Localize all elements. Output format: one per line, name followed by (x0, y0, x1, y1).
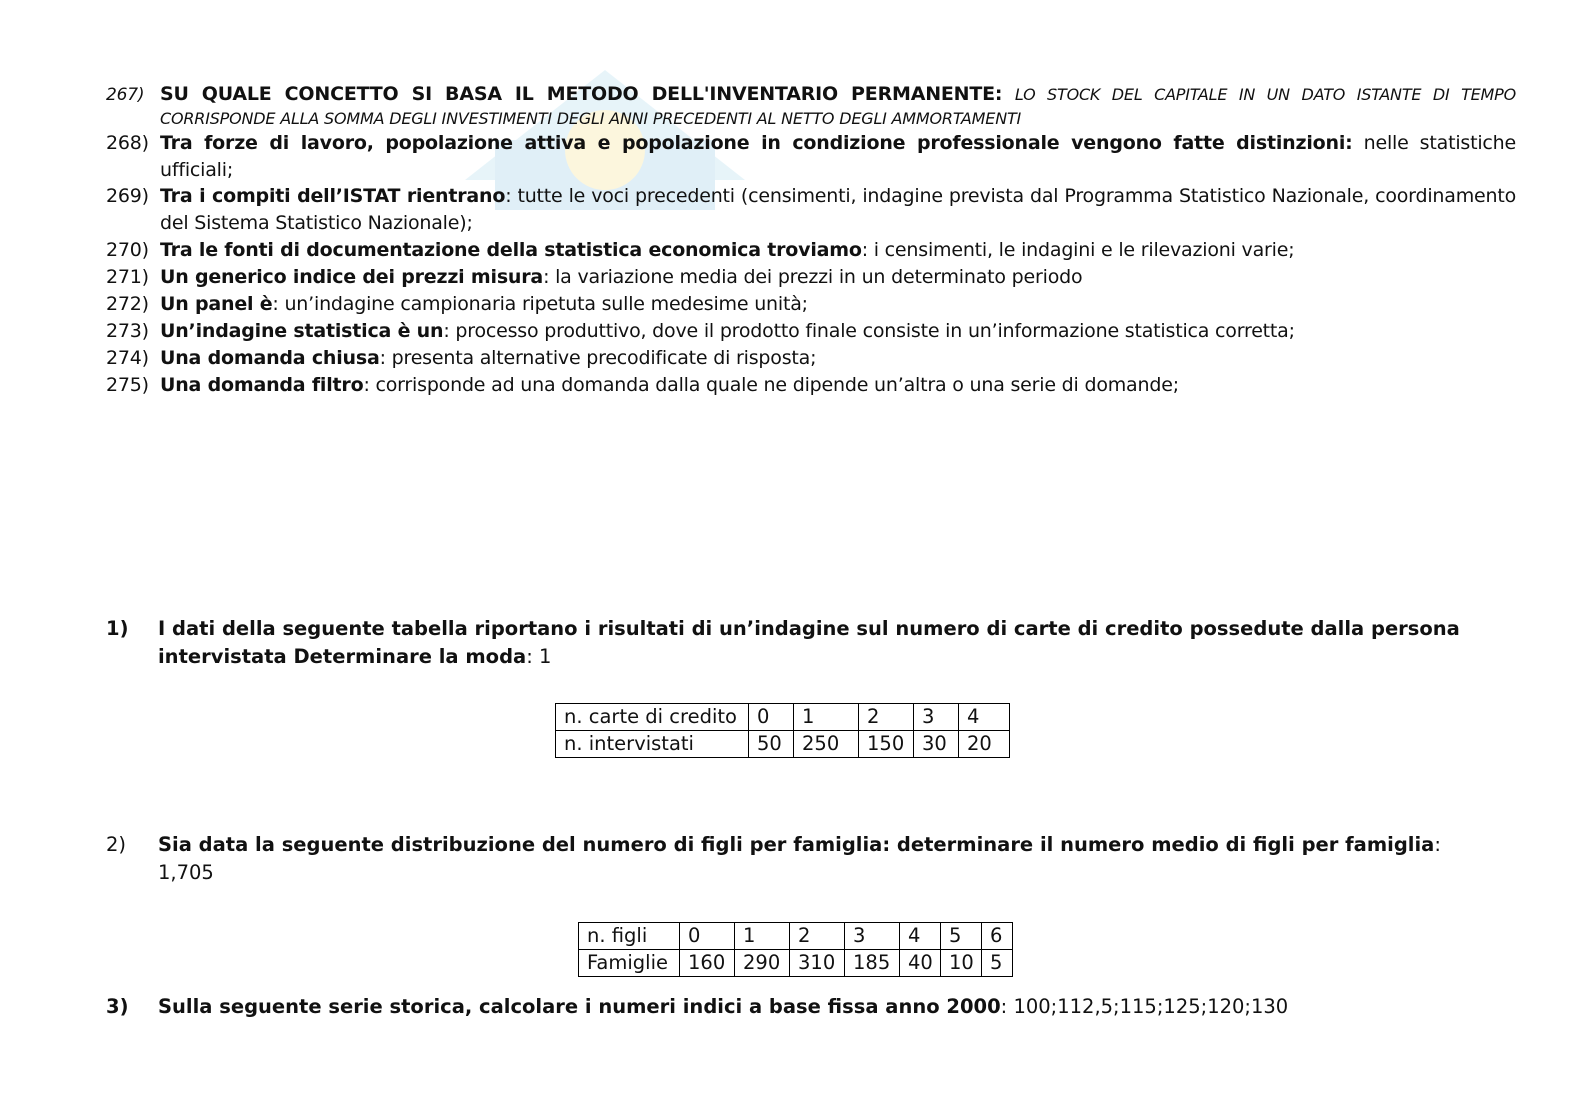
question-number: 267) (106, 85, 145, 105)
question-275 (106, 372, 1516, 399)
answer-text: : presenta alternative precodificate di risposta; (379, 347, 817, 369)
answer-text: : la variazione media dei prezzi in un determinato periodo (543, 266, 1083, 288)
table-cell: 4 (900, 923, 941, 950)
exercise-number: 2) (106, 833, 127, 856)
table-cell: 6 (982, 923, 1013, 950)
question-number: 272) (106, 293, 149, 315)
answer-text: : un’indagine campionaria ripetuta sulle medesime unità; (272, 293, 808, 315)
question-text: Una domanda filtro (160, 374, 364, 396)
table-cell: 250 (794, 731, 859, 758)
table-cell: 150 (859, 731, 914, 758)
table-cell: 40 (900, 950, 941, 977)
table-cell: 1 (794, 704, 859, 731)
exercise-3 (106, 993, 1516, 1021)
question-270 (106, 237, 1516, 264)
question-text: SU QUALE CONCETTO SI BASA IL METODO DELL'INVENTARIO PERMANENTE: (160, 83, 1003, 105)
table-cell: 50 (749, 731, 794, 758)
question-273 (106, 318, 1516, 345)
exercise-answer: : 1,705 (158, 833, 1441, 884)
question-text: Tra i compiti dell’ISTAT rientrano (160, 185, 506, 207)
question-268 (106, 130, 1516, 184)
question-number: 275) (106, 374, 149, 396)
exercise-number: 1) (106, 617, 129, 640)
table-row (556, 731, 1010, 758)
table-cell: Famiglie (579, 950, 680, 977)
table-cell: 0 (749, 704, 794, 731)
exercise-text: Sulla seguente serie storica, calcolare i numeri indici a base fissa anno 2000 (158, 995, 1001, 1018)
question-272 (106, 291, 1516, 318)
exercise-text: Sia data la seguente distribuzione del numero di figli per famiglia: determinare il numero medio di figli per famiglia (158, 833, 1435, 856)
table-cell: 3 (914, 704, 959, 731)
exercise-text: I dati della seguente tabella riportano i risultati di un’indagine sul numero di carte di credito possedute dalla persona intervistata Determinare la moda (158, 617, 1460, 668)
children-per-family-table (578, 922, 1013, 977)
table-cell: 10 (941, 950, 982, 977)
table-cell: n. figli (579, 923, 680, 950)
answer-text: nelle statistiche ufficiali; (160, 132, 1517, 181)
table-cell: 2 (790, 923, 845, 950)
question-text: Un generico indice dei prezzi misura (160, 266, 544, 288)
table-cell: 4 (959, 704, 1010, 731)
question-text: Una domanda chiusa (160, 347, 380, 369)
exercise-1 (106, 615, 1516, 671)
table-cell: n. intervistati (556, 731, 749, 758)
table-cell: 5 (982, 950, 1013, 977)
question-text: Tra forze di lavoro, popolazione attiva e popolazione in condizione professionale vengono fatte distinzioni: (160, 132, 1353, 154)
exercise-answer: : 1 (526, 645, 552, 668)
table-cell: 2 (859, 704, 914, 731)
question-text: Un’indagine statistica è un (160, 320, 444, 342)
question-number: 271) (106, 266, 149, 288)
table-cell: 160 (680, 950, 735, 977)
answer-text: : corrisponde ad una domanda dalla quale ne dipende un’altra o una serie di domande; (363, 374, 1179, 396)
question-271 (106, 264, 1516, 291)
question-number: 269) (106, 185, 149, 207)
question-number: 273) (106, 320, 149, 342)
table-cell: 5 (941, 923, 982, 950)
question-text: Tra le fonti di documentazione della statistica economica troviamo (160, 239, 862, 261)
table-cell: 185 (845, 950, 900, 977)
table-cell: 20 (959, 731, 1010, 758)
table-cell: 1 (735, 923, 790, 950)
table-row (579, 950, 1013, 977)
exercise-answer: : 100;112,5;115;125;120;130 (1000, 995, 1289, 1018)
question-number: 268) (106, 132, 149, 154)
exercise-number: 3) (106, 995, 129, 1018)
table-row (556, 704, 1010, 731)
question-274 (106, 345, 1516, 372)
table-row (579, 923, 1013, 950)
table-cell: 3 (845, 923, 900, 950)
table-cell: 0 (680, 923, 735, 950)
question-267 (106, 82, 1516, 130)
credit-cards-table (555, 703, 1010, 758)
table-cell: 310 (790, 950, 845, 977)
answer-text: LO STOCK DEL CAPITALE IN UN DATO ISTANTE DI TEMPO CORRISPONDE ALLA SOMMA DEGLI INVESTIMENTI DEGLI ANNI PRECEDENTI AL NETTO DEGLI AMMORTAMENTI (160, 85, 1517, 128)
answer-text: : i censimenti, le indagini e le rilevazioni varie; (861, 239, 1295, 261)
table-cell: 30 (914, 731, 959, 758)
question-269 (106, 183, 1516, 237)
question-text: Un panel è (160, 293, 273, 315)
table-cell: 290 (735, 950, 790, 977)
question-number: 274) (106, 347, 149, 369)
answer-text: : processo produttivo, dove il prodotto finale consiste in un’informazione statistica corretta; (443, 320, 1295, 342)
answer-text: : tutte le voci precedenti (censimenti, indagine prevista dal Programma Statistico Nazionale, coordinamento del Sistema Statistico Nazionale); (160, 185, 1517, 234)
table-cell: n. carte di credito (556, 704, 749, 731)
exercise-2 (106, 831, 1516, 887)
question-number: 270) (106, 239, 149, 261)
